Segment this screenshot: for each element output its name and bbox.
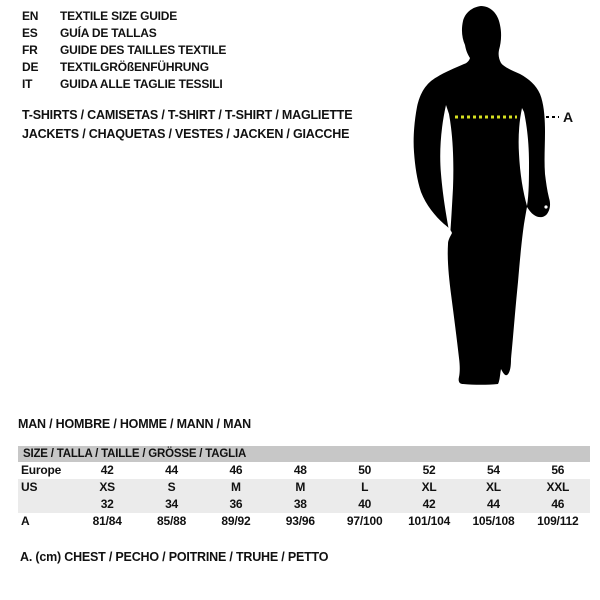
size-cell: 36: [229, 497, 243, 511]
size-cell: S: [167, 480, 176, 494]
size-cell: 109/112: [537, 514, 579, 528]
size-cell: 42: [422, 497, 436, 511]
row-label: A: [21, 514, 30, 528]
language-code: DE: [22, 60, 39, 74]
size-cell: 89/92: [221, 514, 251, 528]
size-cell: 85/88: [157, 514, 187, 528]
category-line-tshirts: T-SHIRTS / CAMISETAS / T-SHIRT / T-SHIRT / MAGLIETTE: [22, 108, 353, 122]
table-row-chest-a: [18, 513, 590, 530]
size-cell: 81/84: [92, 514, 122, 528]
fist-notch: [544, 205, 547, 208]
size-cell: 93/96: [285, 514, 315, 528]
row-label: US: [21, 480, 38, 494]
language-row: [22, 76, 226, 93]
size-cell: 56: [551, 463, 565, 477]
language-label: TEXTILGRÖßENFÜHRUNG: [60, 60, 209, 74]
language-label: GUÍA DE TALLAS: [60, 26, 157, 40]
garment-categories: [22, 106, 352, 144]
man-silhouette: [414, 6, 550, 385]
table-row-numeric: [18, 496, 590, 513]
size-cell: L: [361, 480, 369, 494]
size-cell: 38: [293, 497, 307, 511]
size-cell: 101/104: [408, 514, 451, 528]
language-code: IT: [22, 77, 33, 91]
language-list: [22, 8, 226, 93]
language-code: EN: [22, 9, 39, 23]
size-cell: 52: [422, 463, 436, 477]
language-label: GUIDE DES TAILLES TEXTILE: [60, 43, 227, 57]
measurement-footnote: A. (cm) CHEST / PECHO / POITRINE / TRUHE / PETTO: [20, 550, 329, 564]
size-cell: 44: [486, 497, 500, 511]
language-row: [22, 8, 226, 25]
table-row-us: [18, 479, 590, 496]
language-label: TEXTILE SIZE GUIDE: [60, 9, 178, 23]
size-cell: 40: [358, 497, 372, 511]
size-cell: 46: [229, 463, 243, 477]
measure-label-a: A: [563, 109, 574, 125]
size-cell: 46: [551, 497, 565, 511]
category-line-jackets: JACKETS / CHAQUETAS / VESTES / JACKEN / GIACCHE: [22, 127, 350, 141]
size-cell: 34: [165, 497, 179, 511]
size-cell: 54: [486, 463, 500, 477]
table-row-europe: [18, 462, 590, 479]
size-cell: XXL: [546, 480, 570, 494]
man-silhouette-figure: [405, 2, 575, 402]
language-code: ES: [22, 26, 38, 40]
size-cell: 48: [293, 463, 307, 477]
size-cell: M: [231, 480, 241, 494]
size-cell: 50: [358, 463, 372, 477]
size-cell: 32: [100, 497, 114, 511]
language-label: GUIDA ALLE TAGLIE TESSILI: [60, 77, 223, 91]
size-table-header: SIZE / TALLA / TAILLE / GRÖSSE / TAGLIA: [18, 446, 590, 462]
size-cell: XL: [485, 480, 501, 494]
row-label: Europe: [21, 463, 62, 477]
size-cell: XS: [99, 480, 115, 494]
size-table: [18, 446, 590, 530]
size-cell: XL: [421, 480, 437, 494]
row-label: [18, 496, 75, 513]
size-cell: 105/108: [472, 514, 515, 528]
size-cell: 44: [165, 463, 179, 477]
language-row: [22, 59, 226, 76]
language-row: [22, 25, 226, 42]
size-cell: M: [295, 480, 306, 494]
size-cell: 97/100: [346, 514, 383, 528]
size-cell: 42: [100, 463, 114, 477]
language-code: FR: [22, 43, 38, 57]
language-row: [22, 42, 226, 59]
section-title-man: MAN / HOMBRE / HOMME / MANN / MAN: [18, 417, 251, 431]
